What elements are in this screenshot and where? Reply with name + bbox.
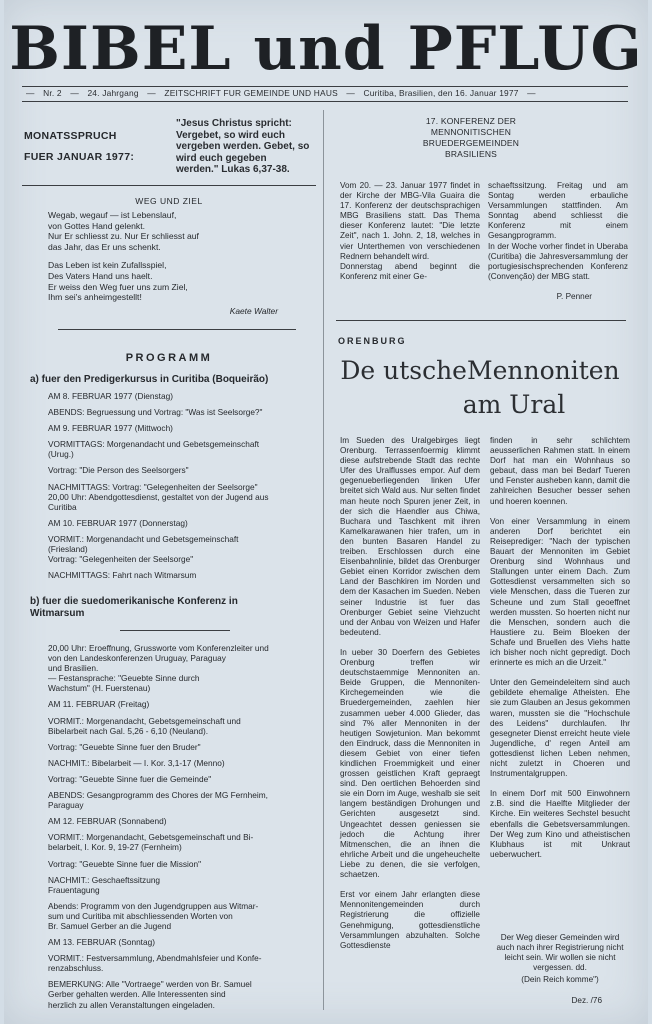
monatsspruch-label-1: MONATSSPRUCH [24,130,117,142]
article-title-line: De utscheMennoniten [340,356,620,385]
poem [48,210,288,311]
programm-item: NACHMIT.: Geschaeftssitzung Frauentagung [48,874,161,895]
place-date: Curitiba, Brasilien, den 16. Januar 1977 [363,88,519,98]
poem-stanza [48,260,288,302]
column-rule [323,110,324,1010]
poem-line: Er weiss den Weg fuer uns zum Ziel, [48,281,188,292]
poem-heading: WEG UND ZIEL [135,196,203,206]
section-divider [336,320,626,321]
masthead-bottom-rule [22,101,628,102]
conference-column-1: Vom 20. — 23. Januar 1977 findet in der Kirche der MBG-Vila Guaira die 17. Konferenz der deutschsprachigen MBG Brasiliens statt. Das Thema dieser Konferenz lautet: "Die letzte Zeit", nach 1. John. 2, 18, welches in vier Unterthemen von verschiedenen Rednern behandelt wird. Donnerstag abend beginnt die Konferenz mit einer Ge- [340,181,480,281]
programm-item: VORMIT.: Festversammlung, Abendmahlsfeier und Konfe- renzabschluss. [48,953,262,974]
poem-line: Nur Er schliesst zu. Nur Er schliesst auf [48,231,199,242]
programm-item: VORMIT.: Morgenandacht und Gebetsgemeinschaft (Friesland) Vortrag: "Gelegenheiten der Seelsorge" [48,533,239,565]
subtitle: ZEITSCHRIFT FUR GEMEINDE UND HAUS [164,88,338,98]
programm-item: BEMERKUNG: Alle "Vortraege" werden von Br. Samuel Gerber gehalten werden. Alle Interessenten sind herzlich zu allen Veranstaltungen eingeladen. [48,979,252,1010]
poem-stanza [48,210,288,252]
programm-item: ABENDS: Begruessung und Vortrag: "Was ist Seelsorge?" [48,407,263,418]
programm-item: AM 9. FEBRUAR 1977 (Mittwoch) [48,423,173,434]
programm-list-b [48,643,316,1016]
programm-item: Vortrag: "Geuebte Sinne fuer die Mission" [48,858,202,869]
section-divider [22,185,316,186]
programm-item: VORMIT.: Morgenandacht, Gebetsgemeinschaft und Bibelarbeit nach Gal. 5,26 - 6,10 (Neuland). [48,715,241,736]
masthead-title: BIBEL und PFLUG [9,14,643,84]
programm-section-a: a) fuer den Predigerkursus in Curitiba (Boqueirão) [30,374,269,385]
poem-line: Ihm sei's anheimgestellt! [48,292,142,303]
programm-section-b: b) fuer die suedomerikanische Konferenz in Witmarsum [30,596,238,619]
programm-item: Vortrag: "Die Person des Seelsorgers" [48,465,189,476]
monatsspruch-label [24,128,174,166]
conference-signature: P. Penner [556,292,592,301]
section-divider [120,630,230,631]
article-column-2: finden in sehr schlichtem aeusserlichen Rahmen statt. In einem Dorf hat man ein Wohnhaus so gebaut, dass man bei Bedarf Tueren und Fenster ausheben kann, damit die zahlreichen Besucher besser sehen und hoeren koennen. Von einer Versammlung in einem anderen Dorf berichtet ein Reiseprediger: "Nach der typischen Bauart der Mennoniten im Gebiet Orenburg sind Wohnhaus und Stallungen unter einem Dach. Zum Gottesdienst versammelten sich so viele Menschen, dass die Tueren zur Scheune und zum Stall geoeffnet werden mussten. So hoerten nicht nur die Menschen, sondern auch die Haustiere zu. Beim Bloeken der Schafe und Bruellen des Viehs hatte ich bisher noch nicht gepredigt. Doch erinnerte es mich an die Urzeit." Unter den Gemeindeleitern sind auch gebildete ehemalige Atheisten. Ehe sie zum Glauben an Jesus gekommen waren, mussten sie die "Hochschule des Leidens" durchlaufen. Ihr gesegneter Dienst erreicht heute viele Jugendliche, d' regen Anteil am gottesdienst lichen Leben nehmen, nicht zuletzt in Choeren und Instrumentalgruppen. In einem Dorf mit 500 Einwohnern z.B. sind die Haelfte Mitglieder der Kirche. Ein weiteres Sechstel besucht ebenfalls die Gebetsversammlungen. Der Weg zum Kino und atheistischen Klubhaus ist mit Unkraut ueberwuchert. [490,436,630,859]
conference-heading-line: MENNONITISCHEN [430,127,512,137]
article-date: Dez. /76 [571,996,602,1005]
masthead-top-rule [22,86,628,87]
issue-line: — Nr. 2 — 24. Jahrgang — ZEITSCHRIFT FUR GEMEINDE UND HAUS — Curitiba, Brasilien, den 16. Januar 1977 — [26,88,536,98]
programm-item: NACHMIT.: Bibelarbeit — I. Kor. 3,1-17 (Menno) [48,757,225,768]
article-title [330,354,630,422]
article-title-line: am Ural [462,390,566,419]
article-kicker: ORENBURG [338,336,407,346]
conference-heading-line: BRUEDERGEMEINDEN [422,138,520,148]
programm-item: ABENDS: Gesangprogramm des Chores der MG Fernheim, Paraguay [48,790,268,811]
article-column-1: Im Sueden des Uralgebirges liegt Orenburg. Terrassenfoermig klimmt diese aufstrebende Stadt das rechte Ufer des Uralflusses empor. Auf dem gegenueberliegenden linken Ufer breitet sich Wald aus. Nur selten findet man heute noch Spuren jener Zeit, in der sich die Haendler aus Chiwa, Buchara und Taschkent mit ihren Kamelkarawanen hier trafen, um in den bunten Basaren Handel zu treiben. Erschlossen durch eine Eisenbahnlinie, bildet das Orenburger Gebiet einen Korridor zwischen dem Land der Baschkiren im Norden und dem der Kasachen im Sueden. Neben seiner Industrie ist fuer das Orenburger Gebiet seine Viehzucht und der Anbau von Weizen und Hafer bedeutend. In ueber 30 Doerfern des Gebietes Orenburg treffen wir deutschstaemmige Mennoniten an. Beide Gruppen, die Mennoniten-Kirchegemeinden wie die Bruedergemeinden, zaehlen hier zusammen ueber 4.000 Glieder, das sind 7% aller Mennoniten in der heutigen Sowjetunion. Man bekommt den Eindruck, dass die Mennoniten in diesem Gebiet von einer tiefen kindlichen Froemmigkeit und einer grossen geistlichen Kraft gepraegt sind. Den oertlichen Behoerden sind sie ein Dorn im Auge, weshalb sie seit langem beständigen Drohungen und Gerichten ausgesetzt sind. Ungeachtet dessen geniessen sie jedoch die Achtung ihrer Mitmenschen, die an ihnen die ehrliche Arbeit und die ungeheuchelte Liebe zu denen, die sie verfolgen, schaetzen. Erst vor einem Jahr erlangten diese Mennonitengemeinden durch Registrierung die offizielle Genehmigung, gottesdienstliche Versammlungen abzuhalten. Solche Gottesdienste [340,436,480,950]
programm-item: AM 13. FEBRUAR (Sonntag) [48,937,155,948]
programm-item: Vortrag: "Geuebte Sinne fuer die Gemeinde" [48,773,212,784]
poem-line: Des Vaters Hand uns haelt. [48,270,153,281]
conference-heading [396,116,546,160]
programm-list-a [48,391,316,586]
poem-line: von Gottes Hand gelenkt. [48,220,145,231]
volume: 24. Jahrgang [87,88,139,98]
programm-item: NACHMITTAGS: Vortrag: "Gelegenheiten der Seelsorge" 20,00 Uhr: Abendgottesdienst, gestaltet von der Jugend aus Curitiba [48,481,269,512]
programm-item: 20,00 Uhr: Eroeffnung, Grussworte vom Konferenzleiter und von den Landeskonferenzen Uruguay, Paraguay und Brasilien. — Festansprache: "Geuebte Sinne durch Wachstum" (H. Fuerstenau) [48,643,269,694]
programm-item: AM 12. FEBRUAR (Sonnabend) [48,816,167,827]
monatsspruch-label-2: FUER JANUAR 1977: [24,151,135,163]
monatsspruch-verse: "Jesus Christus spricht: Vergebet, so wird euch vergeben werden. Gebet, so wird euch gegeben werden." Lukas 6,37-38. [176,118,310,175]
programm-title: PROGRAMM [125,352,213,364]
poem-line: das Jahr, das Er uns schenkt. [48,241,161,252]
programm-item: AM 10. FEBRUAR 1977 (Donnerstag) [48,517,188,528]
programm-item: Vortrag: "Geuebte Sinne fuer den Bruder" [48,741,201,752]
programm-item: Abends: Programm von den Jugendgruppen aus Witmar- sum und Curitiba mit abschliessenden Worten von Br. Samuel Gerber an die Jugend [48,900,259,931]
article-closing: Der Weg dieser Gemeinden wird auch nach ihrer Registrierung nicht leicht sein. Wir wollen sie nicht vergessen. dd. [496,933,624,973]
programm-item: AM 11. FEBRUAR (Freitag) [48,699,150,710]
poem-author: Kaete Walter [229,306,278,316]
conference-heading-line: 17. KONFERENZ DER [425,116,517,126]
article-source: (Dein Reich komme") [521,975,599,984]
section-divider [58,329,296,330]
programm-item: AM 8. FEBRUAR 1977 (Dienstag) [48,391,173,401]
conference-heading-line: BRASILIENS [444,149,498,159]
poem-line: Das Leben ist kein Zufallsspiel, [48,260,167,271]
conference-column-2: schaeftssitzung. Freitag und am Sontag werden erbauliche Versammlungen stattfinden. Am Sonntag abend schliesst die Konferenz mit einem Gesangprogramm. In der Woche vorher findet in Uberaba (Curitiba) die Jahresversammlung der portugiesischsprechenden Konferenz (Convenção) der MBG statt. [488,181,628,281]
poem-line: Wegab, wegauf — ist Lebenslauf, [48,210,177,220]
programm-item: VORMIT.: Morgenandacht, Gebetsgemeinschaft und Bi- belarbeit, I. Kor. 9, 19-27 (Fernheim) [48,832,254,853]
programm-item: NACHMITTAGS: Fahrt nach Witmarsum [48,570,197,581]
programm-item: VORMITTAGS: Morgenandacht und Gebetsgemeinschaft (Urug.) [48,439,260,460]
issue-number: Nr. 2 [43,88,62,98]
